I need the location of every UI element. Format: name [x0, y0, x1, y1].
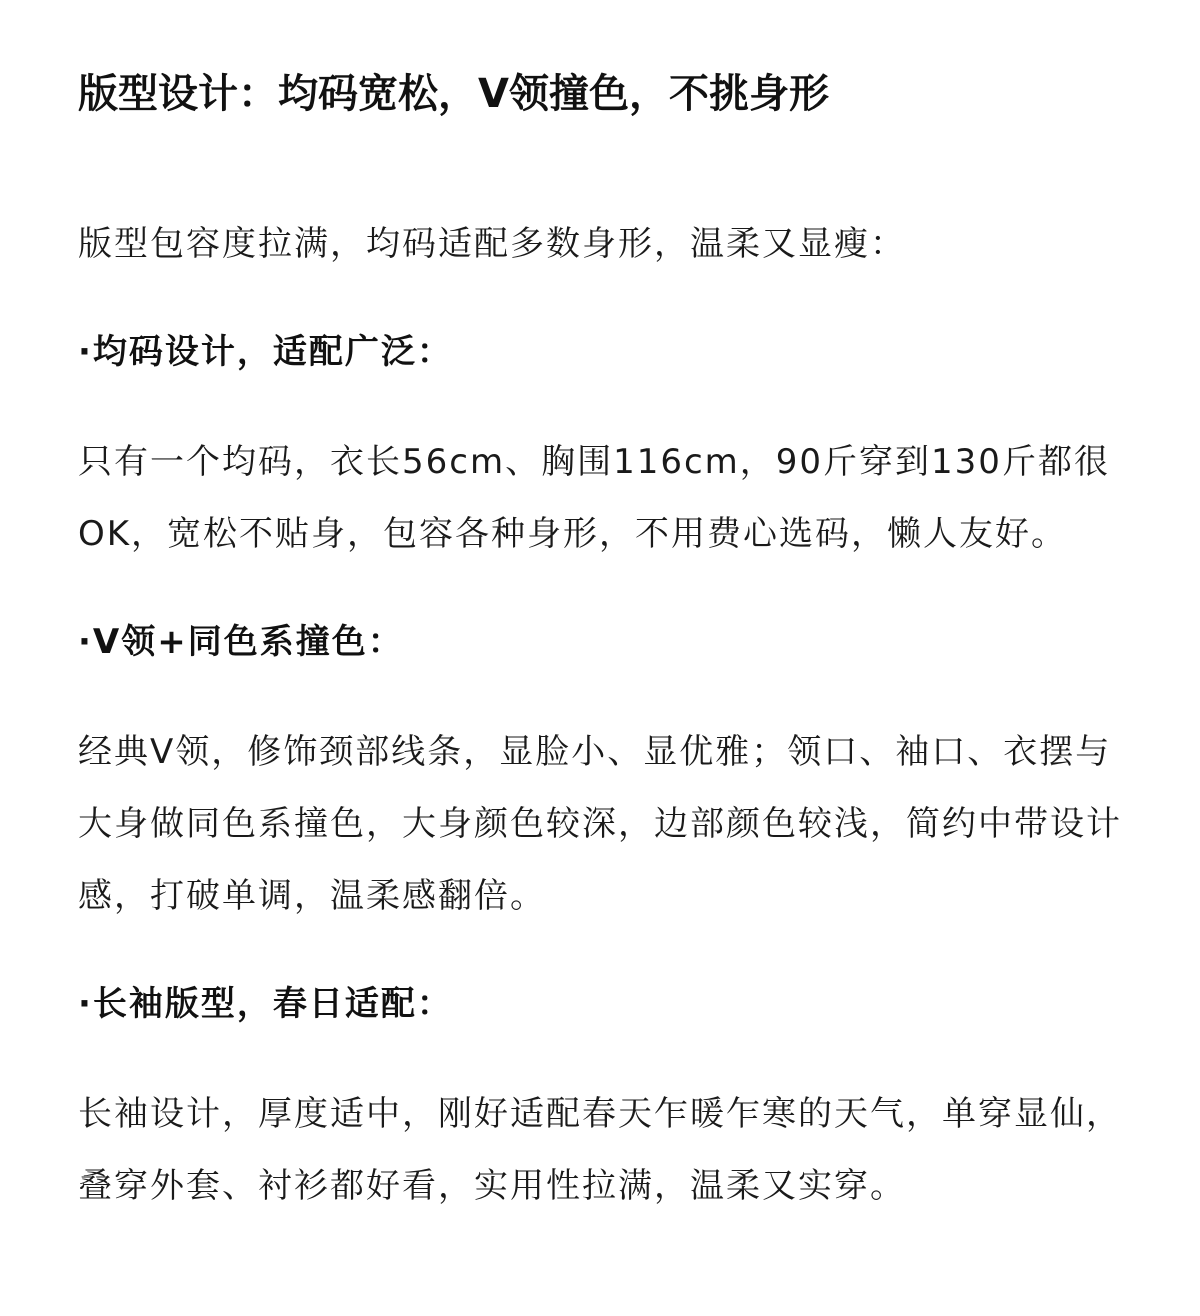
section-body-v-neck: 经典V领，修饰颈部线条，显脸小、显优雅；领口、袖口、衣摆与大身做同色系撞色，大身颜色较深，边部颜色较浅，简约中带设计感，打破单调，温柔感翻倍。	[78, 732, 1122, 916]
section-one-size	[78, 316, 1124, 570]
section-body-one-size: 只有一个均码，衣长56cm、胸围116cm，90斤穿到130斤都很OK，宽松不贴身，包容各种身形，不用费心选码，懒人友好。	[78, 442, 1110, 554]
section-heading-one-size: ·均码设计，适配广泛：	[78, 332, 453, 372]
section-v-neck	[78, 606, 1124, 932]
section-long-sleeve	[78, 968, 1124, 1222]
section-heading-long-sleeve: ·长袖版型，春日适配：	[78, 984, 453, 1024]
intro-text: 版型包容度拉满，均码适配多数身形，温柔又显瘦：	[78, 224, 906, 264]
section-heading-v-neck: ·V领+同色系撞色：	[78, 622, 404, 662]
page-title: 版型设计：均码宽松，V领撞色，不挑身形	[78, 71, 829, 117]
section-body-long-sleeve: 长袖设计，厚度适中，刚好适配春天乍暖乍寒的天气，单穿显仙，叠穿外套、衬衫都好看，实用性拉满，温柔又实穿。	[78, 1094, 1122, 1206]
